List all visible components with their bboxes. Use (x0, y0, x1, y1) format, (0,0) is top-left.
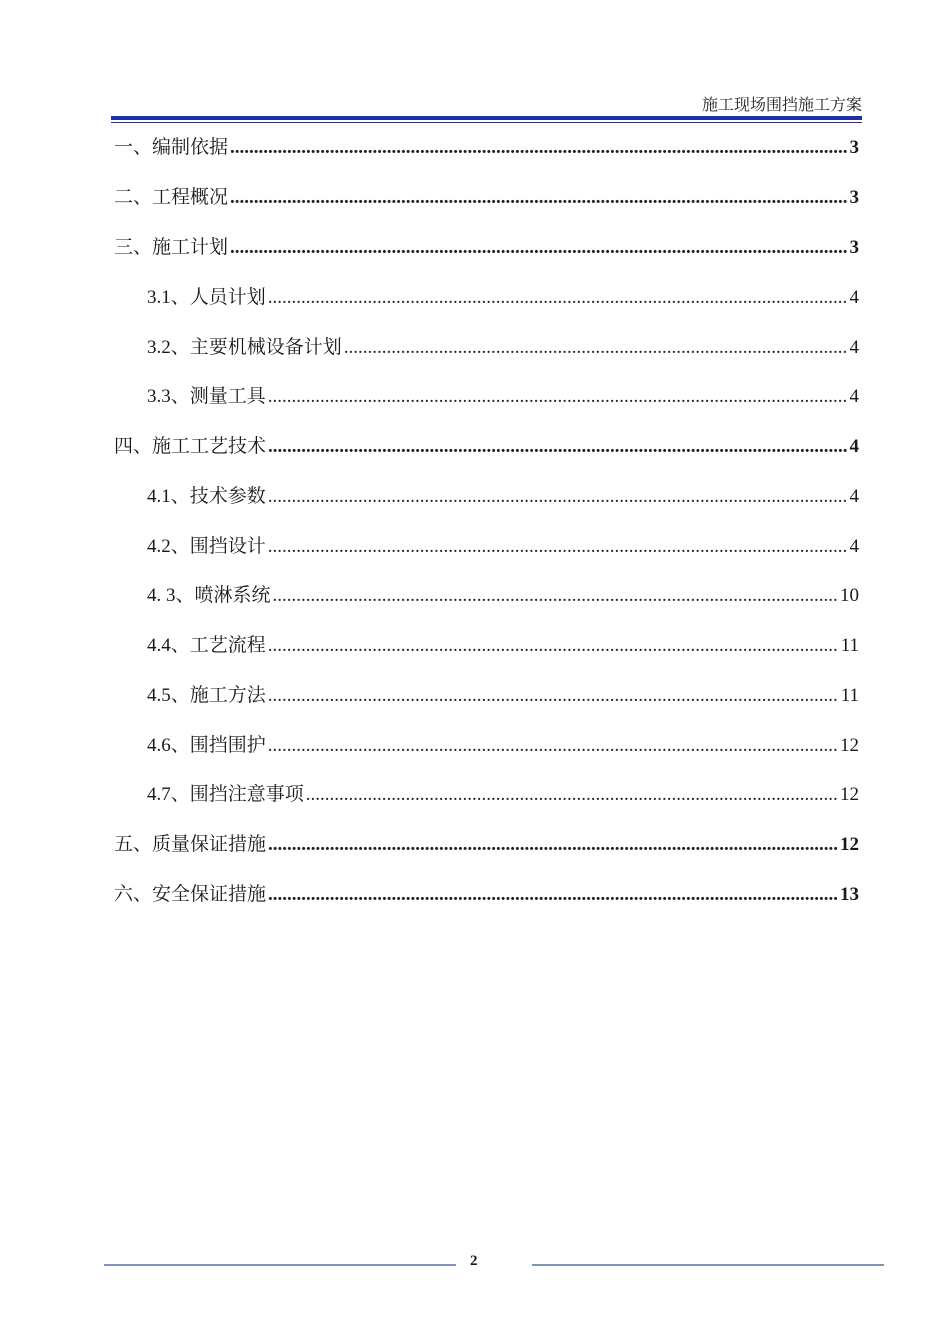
header-rule-thin (111, 122, 862, 123)
toc-dot-leader (268, 685, 839, 707)
toc-entry[interactable] (147, 481, 859, 507)
toc-entry-number: 三、 (114, 237, 153, 258)
toc-dot-leader (268, 486, 848, 508)
toc-entry[interactable] (147, 730, 859, 756)
toc-entry-page: 3 (849, 137, 859, 158)
toc-dot-leader (268, 635, 839, 657)
toc-dot-leader (230, 137, 847, 159)
toc-dot-leader (268, 884, 838, 906)
toc-dot-leader (268, 536, 848, 558)
toc-entry-title: 3.3、测量工具 (147, 386, 266, 407)
toc-entry-title: 4.6、围挡围护 (147, 735, 266, 756)
toc-entry[interactable] (114, 132, 859, 158)
toc-dot-leader (344, 337, 848, 359)
toc-entry-number: 一、 (114, 137, 153, 158)
toc-entry-title: 4. 3、喷淋系统 (147, 585, 271, 606)
toc-entry-page: 4 (849, 436, 859, 457)
header-rule (111, 116, 862, 120)
toc-entry-page: 4 (849, 386, 859, 407)
toc-entry-title: 3.1、人员计划 (147, 287, 266, 308)
toc-entry[interactable] (114, 182, 859, 208)
toc-entry-page: 10 (840, 585, 859, 606)
toc-entry-title: 质量保证措施 (152, 834, 267, 855)
toc-dot-leader (268, 287, 848, 309)
toc-entry-title: 3.2、主要机械设备计划 (147, 337, 342, 358)
toc-entry-number: 六、 (114, 884, 153, 905)
footer-page-number: 2 (470, 1253, 478, 1269)
toc-entry-page: 4 (849, 486, 859, 507)
footer-rule-right (532, 1264, 884, 1266)
toc-dot-leader (273, 585, 838, 607)
toc-entry-title: 4.2、围挡设计 (147, 536, 266, 557)
toc-dot-leader (268, 735, 838, 757)
page-header-title: 施工现场围挡施工方案 (701, 97, 862, 114)
toc-entry-title: 4.7、围挡注意事项 (147, 784, 304, 805)
toc-entry[interactable] (147, 531, 859, 557)
toc-dot-leader (268, 386, 848, 408)
toc-entry-page: 12 (840, 735, 859, 756)
toc-entry-page: 13 (840, 884, 859, 905)
toc-entry[interactable] (147, 332, 859, 358)
toc-dot-leader (306, 784, 838, 806)
toc-entry-title: 安全保证措施 (152, 884, 267, 905)
toc-entry-page: 11 (840, 685, 859, 706)
toc-dot-leader (268, 834, 838, 856)
toc-entry[interactable] (147, 779, 859, 805)
toc-entry-page: 12 (840, 834, 859, 855)
toc-entry-number: 二、 (114, 187, 153, 208)
toc-entry-title: 编制依据 (152, 137, 229, 158)
toc-entry[interactable] (114, 879, 859, 905)
toc-entry-page: 11 (840, 635, 859, 656)
toc-entry[interactable] (147, 282, 859, 308)
toc-dot-leader (268, 436, 847, 458)
toc-entry[interactable] (114, 829, 859, 855)
toc-entry-page: 4 (849, 287, 859, 308)
toc-entry-number: 四、 (114, 436, 153, 457)
toc-entry-title: 4.4、工艺流程 (147, 635, 266, 656)
toc-entry-title: 4.1、技术参数 (147, 486, 266, 507)
toc-entry-title: 施工工艺技术 (152, 436, 267, 457)
toc-dot-leader (230, 237, 847, 259)
toc-entry[interactable] (147, 580, 859, 606)
toc-entry[interactable] (147, 630, 859, 656)
toc-entry[interactable] (114, 431, 859, 457)
toc-entry-page: 4 (849, 337, 859, 358)
toc-entry-title: 4.5、施工方法 (147, 685, 266, 706)
footer-rule-left (104, 1264, 456, 1266)
toc-entry-page: 3 (849, 187, 859, 208)
toc-entry-page: 4 (849, 536, 859, 557)
toc-entry-page: 3 (849, 237, 859, 258)
toc-dot-leader (230, 187, 847, 209)
toc-entry-title: 施工计划 (152, 237, 229, 258)
toc-entry-page: 12 (840, 784, 859, 805)
toc-entry[interactable] (114, 232, 859, 258)
toc-entry-number: 五、 (114, 834, 153, 855)
toc-entry[interactable] (147, 680, 859, 706)
toc-entry-title: 工程概况 (152, 187, 229, 208)
toc-entry[interactable] (147, 381, 859, 407)
